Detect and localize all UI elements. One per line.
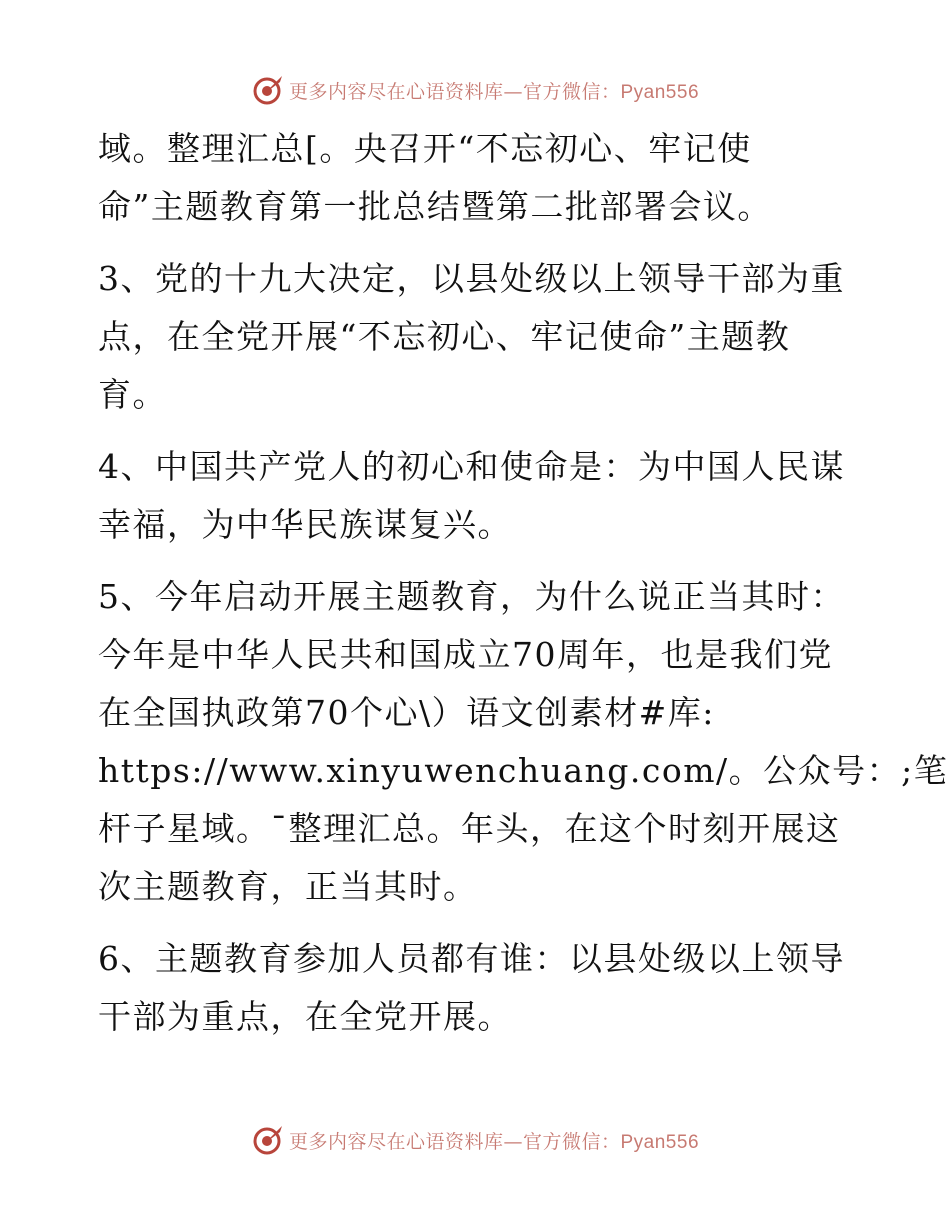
quill-pen-circle-icon	[251, 1123, 285, 1157]
text-line: 在全国执政第70个心\）语文创素材#库:	[98, 693, 715, 732]
footer-banner-handle: Pyan556	[620, 1131, 700, 1153]
paragraph-4	[98, 568, 949, 916]
text-line: 5、今年启动开展主题教育，为什么说正当其时：	[98, 577, 845, 616]
header-banner-text	[289, 77, 699, 104]
text-line: 域。整理汇总[。央召开“不忘初心、牢记使	[98, 129, 752, 168]
text-line: 4、中国共产党人的初心和使命是：为中国人民谋	[98, 447, 845, 486]
text-line: 次主题教育，正当其时。	[98, 867, 478, 906]
text-line: 今年是中华人民共和国成立70周年，也是我们党	[98, 635, 833, 674]
paragraph-2	[98, 250, 858, 424]
text-line: 3、党的十九大决定，以县处级以上领导干部为重	[98, 259, 845, 298]
text-line: 命”主题教育第一批总结暨第二批部署会议。	[98, 187, 772, 226]
footer-banner-text	[289, 1127, 699, 1154]
text-line: 幸福，为中华民族谋复兴。	[98, 505, 512, 544]
text-line: https://www.xinyuwenchuang.com/。公众号：;笔	[98, 751, 949, 790]
header-banner-label: 更多内容尽在心语资料库—官方微信：	[288, 80, 621, 103]
paragraph-5	[98, 930, 858, 1046]
paragraph-1	[98, 120, 858, 236]
text-line: 点，在全党开展“不忘初心、牢记使命”主题教	[98, 317, 791, 356]
text-line: 育。	[98, 375, 167, 414]
document-body	[98, 120, 949, 1046]
text-line: 6、主题教育参加人员都有谁：以县处级以上领导	[98, 939, 845, 978]
header-banner-handle: Pyan556	[620, 81, 700, 103]
header-banner	[0, 70, 950, 110]
quill-pen-circle-icon	[251, 73, 285, 107]
text-line: 杆子星域。¯整理汇总。年头，在这个时刻开展这	[98, 809, 841, 848]
text-line: 干部为重点，在全党开展。	[98, 997, 512, 1036]
footer-banner	[0, 1120, 950, 1160]
footer-banner-label: 更多内容尽在心语资料库—官方微信：	[288, 1130, 621, 1153]
paragraph-3	[98, 438, 858, 554]
